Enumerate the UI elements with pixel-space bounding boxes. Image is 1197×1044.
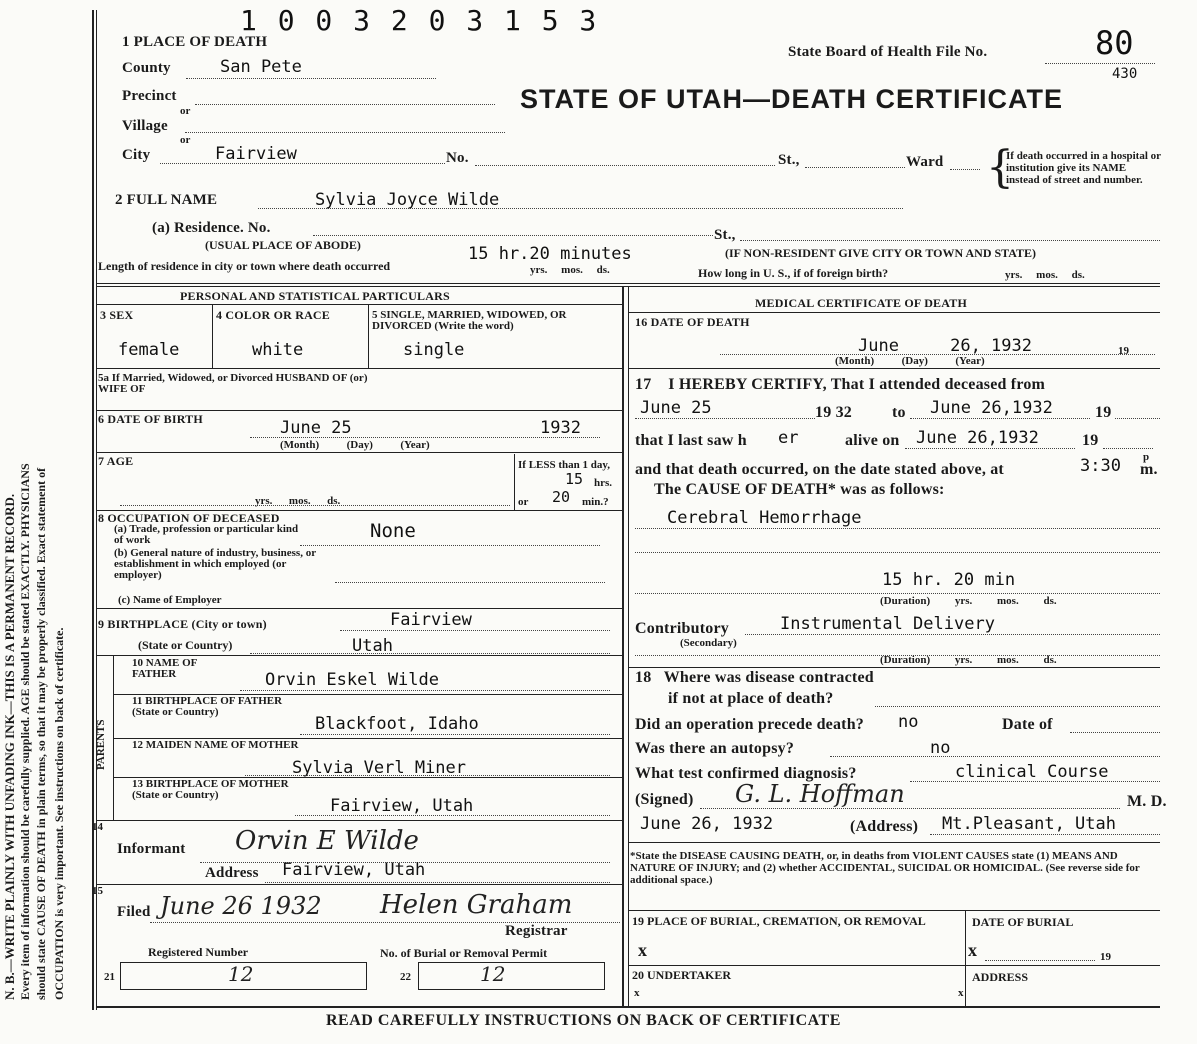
mother-value[interactable]: Sylvia Verl Miner (292, 758, 466, 778)
occupation-value[interactable]: None (370, 520, 416, 542)
burial-place-label: 19 PLACE OF BURIAL, CREMATION, OR REMOVAL (632, 914, 926, 928)
hospital-brace: { (986, 142, 1014, 193)
birthplace-state[interactable]: Utah (352, 636, 393, 656)
occupation-a: (a) Trade, profession or particular kind of work (114, 523, 299, 546)
sign-address-label: (Address) (850, 818, 919, 835)
attended-to-label: to (892, 404, 906, 421)
file-no-sub: 430 (1112, 66, 1138, 82)
marital-value[interactable]: single (403, 340, 465, 360)
certify-label: 17 I HEREBY CERTIFY, That I attended deceased from (635, 376, 1046, 393)
side-note-line1: N. B.—WRITE PLAINLY WITH UNFADING INK—THIS IS A PERMANENT RECORD. (2, 493, 17, 1000)
length-units: yrs. mos. ds. (530, 264, 610, 276)
burial-permit-value[interactable]: 12 (480, 962, 506, 986)
cause-value[interactable]: Cerebral Hemorrhage (667, 508, 862, 528)
left-border (92, 10, 94, 1010)
age-units: yrs. mos. ds. (255, 495, 341, 507)
dod-value[interactable]: June 26, 1932 (858, 336, 1032, 356)
attended-to-19: 19 (1095, 404, 1112, 421)
lastsaw-her[interactable]: er (778, 428, 799, 448)
no-label: No. (446, 150, 469, 166)
personal-heading: PERSONAL AND STATISTICAL PARTICULARS (180, 289, 450, 303)
time-of-death-value[interactable]: 3:30 (1080, 456, 1121, 476)
city-value[interactable]: Fairview (215, 144, 297, 164)
lastsaw-label: that I last saw h (635, 432, 747, 449)
registered-number-label: Registered Number (148, 945, 249, 959)
birthplace-state-label: (State or Country) (138, 638, 233, 652)
attended-from-year: 19 32 (815, 404, 852, 421)
st-label: St., (778, 152, 800, 168)
contributory-label: Contributory (635, 620, 729, 637)
residence-st-label: St., (714, 227, 736, 243)
length-residence-label: Length of residence in city or town where death occurred (98, 259, 391, 273)
signed-label: (Signed) (635, 791, 694, 808)
burial-permit-box[interactable] (418, 962, 605, 990)
or-label-2: or (180, 134, 191, 146)
registrar-label: Registrar (505, 923, 568, 939)
burial-place-value[interactable]: x (638, 940, 648, 960)
nonresident-label: (IF NON-RESIDENT GIVE CITY OR TOWN AND STATE) (725, 246, 1037, 260)
ward-label: Ward (906, 154, 944, 170)
burial-date-label: DATE OF BURIAL (972, 915, 1074, 929)
side-note-line2: Every item of information should be carefully supplied. AGE should be stated EXACTLY. PHYSICIANS (18, 463, 32, 1000)
cause-label: The CAUSE OF DEATH* was as follows: (654, 481, 945, 498)
time-m: m. (1140, 461, 1158, 478)
burial-date-19: 19 (1100, 951, 1111, 963)
mother-birthplace-value[interactable]: Fairview, Utah (330, 796, 474, 816)
length-residence-value[interactable]: 15 hr.20 minutes (468, 244, 632, 264)
county-label: County (122, 60, 171, 76)
usual-abode-label: (USUAL PLACE OF ABODE) (205, 238, 361, 252)
q18-label: 18 Where was disease contracted (635, 669, 874, 686)
county-value[interactable]: San Pete (220, 57, 302, 77)
burial-num-22: 22 (400, 971, 411, 983)
duration-value[interactable]: 15 hr. 20 min (882, 570, 1016, 590)
full-name-value[interactable]: Sylvia Joyce Wilde (315, 190, 500, 210)
dod-sub: (Month) (Day) (Year) (835, 355, 985, 367)
physician-signature[interactable]: G. L. Hoffman (735, 780, 905, 808)
side-note-line3: should state CAUSE OF DEATH in plain terms, so that it may be properly classified. Exact statement of (34, 467, 48, 1000)
alive-19: 19 (1082, 432, 1099, 449)
father-value[interactable]: Orvin Eskel Wilde (265, 670, 439, 690)
father-birthplace-label: 11 BIRTHPLACE OF FATHER (State or Country) (132, 695, 283, 718)
md-label: M. D. (1127, 793, 1167, 810)
birthplace-label: 9 BIRTHPLACE (City or town) (98, 617, 267, 631)
side-note-line4: OCCUPATION is very important. See instructions on back of certificate. (52, 627, 66, 1000)
duration2-sub: (Duration) yrs. mos. ds. (880, 654, 1057, 666)
age-or: or (518, 496, 529, 508)
sex-label: 3 SEX (100, 308, 134, 322)
attended-from-value[interactable]: June 25 (640, 398, 712, 418)
color-value[interactable]: white (252, 340, 304, 360)
howlong-label: How long in U. S., if of foreign birth? (698, 266, 889, 280)
age-hrs-label: hrs. (594, 477, 613, 489)
time-pm: p (1143, 451, 1150, 463)
filed-label: Filed (117, 904, 151, 920)
duration-sub: (Duration) yrs. mos. ds. (880, 595, 1057, 607)
date-of-label: Date of (1002, 716, 1053, 733)
age-label: 7 AGE (98, 454, 134, 468)
undertaker-label: 20 UNDERTAKER (632, 968, 732, 982)
dod-19: 19 (1118, 345, 1129, 357)
test-label: What test confirmed diagnosis? (635, 765, 857, 782)
attended-to-value[interactable]: June 26,1932 (930, 398, 1053, 418)
mother-birthplace-label: 13 BIRTHPLACE OF MOTHER (State or Country) (132, 778, 289, 801)
sign-address[interactable]: Mt.Pleasant, Utah (942, 814, 1116, 834)
registered-number-value[interactable]: 12 (228, 962, 254, 986)
residence-label: (a) Residence. No. (152, 220, 271, 236)
file-no-label: State Board of Health File No. (788, 44, 988, 60)
dob-label: 6 DATE OF BIRTH (98, 412, 203, 426)
informant-address-label: Address (205, 865, 259, 881)
father-birthplace-value[interactable]: Blackfoot, Idaho (315, 714, 479, 734)
burial-address-value[interactable]: x (958, 987, 964, 999)
autopsy-label: Was there an autopsy? (635, 740, 795, 757)
occupation-label: 8 OCCUPATION OF DECEASED (98, 511, 280, 525)
death-occurred-label: and that death occurred, on the date stated above, at (635, 461, 1004, 478)
q18-line2: if not at place of death? (668, 690, 834, 707)
filed-num: 15 (92, 885, 103, 897)
registrar-signature[interactable]: Helen Graham (380, 890, 573, 920)
place-of-death-label: 1 PLACE OF DEATH (122, 34, 268, 50)
mother-label: 12 MAIDEN NAME OF MOTHER (132, 739, 299, 751)
age-hrs-value[interactable]: 15 (565, 470, 584, 488)
certificate-title: STATE OF UTAH—DEATH CERTIFICATE (520, 84, 1063, 114)
spouse-label: 5a If Married, Widowed, or Divorced HUSBAND OF (or) WIFE OF (98, 372, 368, 395)
file-no-value[interactable]: 80 (1095, 24, 1134, 62)
footer-instructions: READ CAREFULLY INSTRUCTIONS ON BACK OF CERTIFICATE (326, 1012, 841, 1029)
autopsy-value[interactable]: no (930, 738, 951, 758)
informant-address-value[interactable]: Fairview, Utah (282, 860, 426, 880)
howlong-units: yrs. mos. ds. (1005, 269, 1085, 281)
alive-value[interactable]: June 26,1932 (916, 428, 1039, 448)
or-label-1: or (180, 105, 191, 117)
test-value[interactable]: clinical Course (955, 762, 1109, 782)
city-label: City (122, 147, 151, 163)
dob-month-day[interactable]: June 25 (280, 418, 352, 438)
parents-label: PARENTS (95, 719, 107, 770)
informant-label: Informant (117, 841, 186, 857)
undertaker-value[interactable]: x (634, 987, 640, 999)
informant-signature[interactable]: Orvin E Wilde (235, 826, 419, 856)
precinct-label: Precinct (122, 88, 177, 104)
burial-permit-label: No. of Burial or Removal Permit (380, 946, 548, 960)
occupation-c: (c) Name of Employer (118, 594, 222, 606)
burial-address-label: ADDRESS (972, 970, 1029, 984)
filed-date[interactable]: June 26 1932 (160, 892, 322, 920)
color-label: 4 COLOR OR RACE (216, 308, 331, 322)
dod-label: 16 DATE OF DEATH (635, 315, 750, 329)
age-min-label: min.? (582, 496, 609, 508)
operation-label: Did an operation precede death? (635, 716, 865, 733)
age-min-value[interactable]: 20 (552, 488, 571, 506)
burial-date-value[interactable]: x (968, 940, 978, 960)
operation-value[interactable]: no (898, 712, 919, 732)
sign-date[interactable]: June 26, 1932 (640, 814, 774, 834)
reg-num-21: 21 (104, 971, 115, 983)
medical-heading: MEDICAL CERTIFICATE OF DEATH (755, 296, 967, 310)
father-label: 10 NAME OF FATHER (132, 657, 197, 680)
birthplace-city[interactable]: Fairview (390, 610, 472, 630)
marital-label: 5 SINGLE, MARRIED, WIDOWED, OR DIVORCED (Write the word) (372, 309, 567, 332)
contributory-value[interactable]: Instrumental Delivery (780, 614, 995, 634)
stamp-number: 1 0 0 3 2 0 3 1 5 3 (240, 4, 599, 37)
footnote: *State the DISEASE CAUSING DEATH, or, in deaths from VIOLENT CAUSES state (1) MEANS AND NATURE OF INJURY; and (2) whether ACCIDENTAL, SUICIDAL OR HOMICIDAL. (See reverse side for additional space.) (630, 850, 1140, 886)
sex-value[interactable]: female (118, 340, 180, 360)
dob-sub: (Month) (Day) (Year) (280, 439, 430, 451)
occupation-b: (b) General nature of industry, business, or establishment in which employed (or employer) (114, 547, 316, 581)
contributory-sub: (Secondary) (680, 637, 737, 649)
village-label: Village (122, 118, 168, 134)
alive-label: alive on (845, 432, 900, 449)
dob-year[interactable]: 1932 (540, 418, 581, 438)
age-less: If LESS than 1 day, (518, 459, 611, 471)
full-name-label: 2 FULL NAME (115, 192, 218, 208)
informant-num: 14 (92, 821, 103, 833)
hospital-note: If death occurred in a hospital or institution give its NAME instead of street and number. (1006, 150, 1161, 186)
